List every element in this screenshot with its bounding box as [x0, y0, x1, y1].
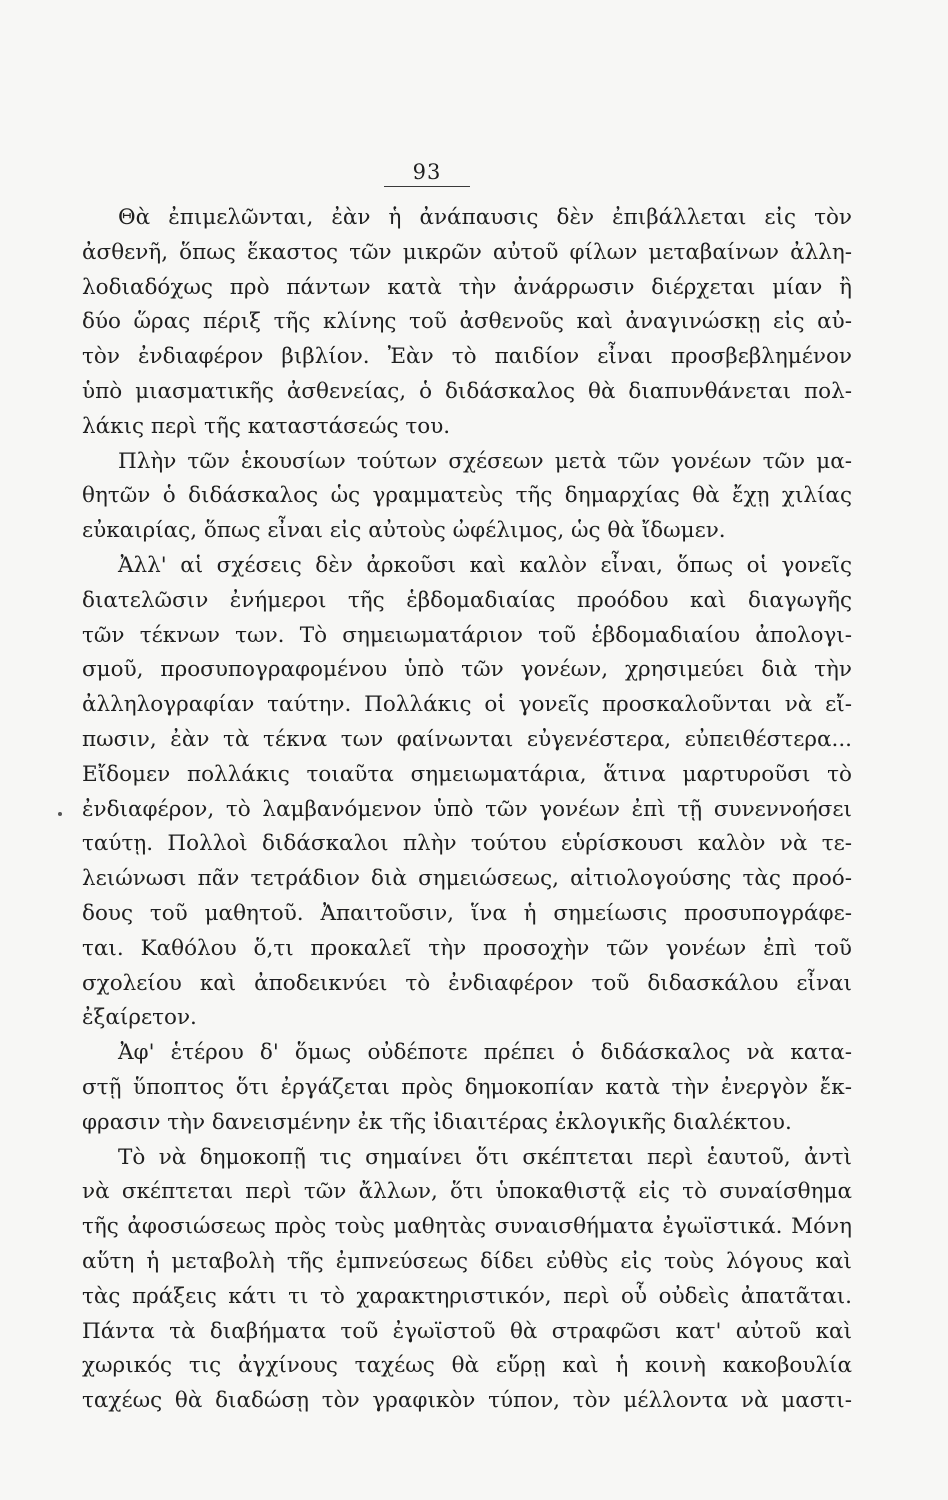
text-line: λειώνωσι πᾶν τετράδιον διὰ σημειώσεως, αἰτιολογούσης τὰς προό- — [82, 866, 852, 892]
text-line: ἀλληλογραφίαν ταύτην. Πολλάκις οἱ γονεῖς προσκαλοῦνται νὰ εἴ- — [82, 692, 852, 718]
text-line: τὰς πράξεις κάτι τι τὸ χαρακτηριστικόν, περὶ οὗ οὐδεὶς ἀπατᾶται. — [82, 1283, 852, 1309]
text-line: ται. Καθόλου ὅ,τι προκαλεῖ τὴν προσοχὴν τῶν γονέων ἐπὶ τοῦ — [82, 935, 852, 961]
text-line: πωσιν, ἐὰν τὰ τέκνα των φαίνωνται εὐγενέστερα, εὐπειθέστερα... — [82, 726, 852, 752]
text-line: θητῶν ὁ διδάσκαλος ὡς γραμματεὺς τῆς δημαρχίας θὰ ἔχῃ χιλίας — [82, 483, 852, 509]
text-line: αὕτη ἡ μεταβολὴ τῆς ἐμπνεύσεως δίδει εὐθὺς εἰς τοὺς λόγους καὶ — [82, 1248, 852, 1274]
text-line: σμοῦ, προσυπογραφομένου ὑπὸ τῶν γονέων, χρησιμεύει διὰ τὴν — [82, 657, 852, 683]
text-line: Ἀλλ' αἱ σχέσεις δὲν ἀρκοῦσι καὶ καλὸν εἶναι, ὅπως οἱ γονεῖς — [118, 552, 852, 578]
text-line: Πλὴν τῶν ἑκουσίων τούτων σχέσεων μετὰ τῶν γονέων τῶν μα- — [118, 448, 852, 474]
text-line: εὐκαιρίας, ὅπως εἶναι εἰς αὐτοὺς ὠφέλιμος, ὡς θὰ ἴδωμεν. — [82, 518, 726, 544]
text-line: ταχέως θὰ διαδώσῃ τὸν γραφικὸν τύπον, τὸν μέλλοντα νὰ μαστι- — [82, 1388, 852, 1414]
text-line: Πάντα τὰ διαβήματα τοῦ ἐγωϊστοῦ θὰ στραφῶσι κατ' αὐτοῦ καὶ — [82, 1318, 852, 1344]
text-line: Εἴδομεν πολλάκις τοιαῦτα σημειωματάρια, ἅτινα μαρτυροῦσι τὸ — [82, 761, 852, 787]
text-line: τῶν τέκνων των. Τὸ σημειωματάριον τοῦ ἑβδομαδιαίου ἀπολογι- — [82, 622, 852, 648]
text-line: χωρικός τις ἀγχίνους ταχέως θὰ εὕρῃ καὶ ἡ κοινὴ κακοβουλία — [82, 1353, 852, 1379]
page-number-rule — [384, 186, 470, 187]
text-line: τὸν ἐνδιαφέρον βιβλίον. Ἐὰν τὸ παιδίον εἶναι προσβεβλημένον — [82, 344, 852, 370]
text-line: τῆς ἀφοσιώσεως πρὸς τοὺς μαθητὰς συναισθήματα ἐγωϊστικά. Μόνη — [82, 1214, 852, 1240]
text-line: σχολείου καὶ ἀποδεικνύει τὸ ἐνδιαφέρον τοῦ διδασκάλου εἶναι — [82, 970, 852, 996]
text-line: φρασιν τὴν δανεισμένην ἐκ τῆς ἰδιαιτέρας ἐκλογικῆς διαλέκτου. — [82, 1109, 792, 1135]
text-line: λάκις περὶ τῆς καταστάσεώς του. — [82, 413, 451, 439]
page-number: 93 — [412, 160, 442, 184]
text-line: ἐξαίρετον. — [82, 1005, 197, 1031]
text-line: διατελῶσιν ἐνήμεροι τῆς ἑβδομαδιαίας προόδου καὶ διαγωγῆς — [82, 587, 852, 613]
text-line: νὰ σκέπτεται περὶ τῶν ἄλλων, ὅτι ὑποκαθιστᾷ εἰς τὸ συναίσθημα — [82, 1179, 852, 1205]
text-line: στῇ ὕποπτος ὅτι ἐργάζεται πρὸς δημοκοπίαν κατὰ τὴν ἐνεργὸν ἔκ- — [82, 1074, 852, 1100]
text-line: Θὰ ἐπιμελῶνται, ἐὰν ἡ ἀνάπαυσις δὲν ἐπιβάλλεται εἰς τὸν — [118, 205, 852, 230]
print-speck — [58, 812, 62, 816]
text-line: ἐνδιαφέρον, τὸ λαμβανόμενον ὑπὸ τῶν γονέων ἐπὶ τῇ συνεννοήσει — [82, 796, 852, 822]
text-line: Τὸ νὰ δημοκοπῇ τις σημαίνει ὅτι σκέπτεται περὶ ἑαυτοῦ, ἀντὶ — [118, 1144, 852, 1170]
text-line: ἀσθενῆ, ὅπως ἕκαστος τῶν μικρῶν αὐτοῦ φίλων μεταβαίνων ἀλλη- — [82, 239, 852, 265]
text-line: Ἀφ' ἑτέρου δ' ὅμως οὐδέποτε πρέπει ὁ διδάσκαλος νὰ κατα- — [118, 1040, 852, 1066]
text-line: λοδιαδόχως πρὸ πάντων κατὰ τὴν ἀνάρρωσιν διέρχεται μίαν ἢ — [82, 274, 852, 300]
body-text — [82, 201, 852, 1419]
text-line: δους τοῦ μαθητοῦ. Ἀπαιτοῦσιν, ἵνα ἡ σημείωσις προσυπογράφε- — [82, 900, 852, 926]
text-line: δύο ὥρας πέριξ τῆς κλίνης τοῦ ἀσθενοῦς καὶ ἀναγινώσκῃ εἰς αὐ- — [82, 309, 852, 335]
text-line: ὑπὸ μιασματικῆς ἀσθενείας, ὁ διδάσκαλος θὰ διαπυνθάνεται πολ- — [82, 378, 852, 404]
text-line: ταύτῃ. Πολλοὶ διδάσκαλοι πλὴν τούτου εὑρίσκουσι καλὸν νὰ τε- — [82, 831, 852, 857]
